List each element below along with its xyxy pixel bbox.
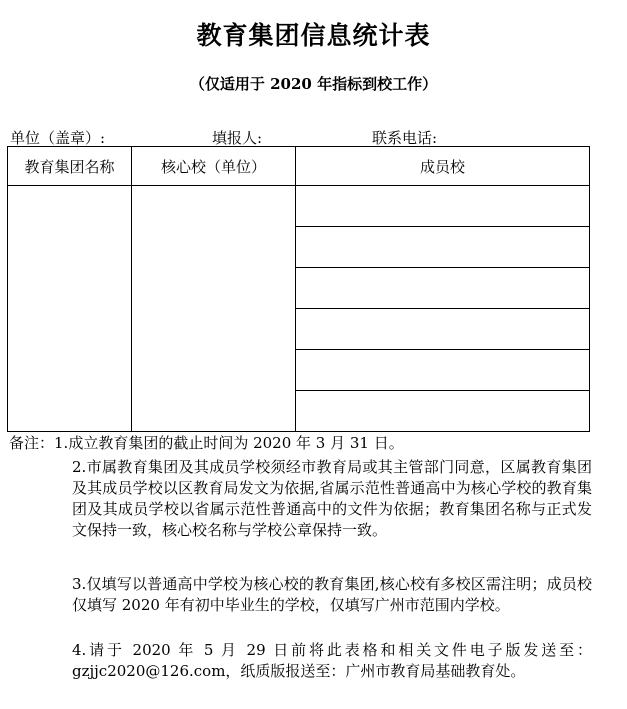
- note-item-4: 4.请于 2020 年 5 月 29 日前将此表格和相关文件电子版发送至：gzjjc2020@126.com，纸质版报送至：广州市教育局基础教育处。: [72, 641, 592, 680]
- note-first-line: [9, 432, 404, 453]
- notes-label: 备注：: [9, 434, 55, 452]
- table-row: [8, 186, 590, 227]
- note-item-1: 1.成立教育集团的截止时间为 2020 年 3 月 31 日。: [54, 434, 404, 452]
- member-school-cell[interactable]: [296, 391, 590, 432]
- member-school-cell[interactable]: [296, 227, 590, 268]
- header-group-name: 教育集团名称: [8, 147, 132, 186]
- unit-seal-label: 单位（盖章）:: [10, 129, 106, 147]
- header-core-school: 核心校（单位）: [132, 147, 296, 186]
- stats-table: [7, 146, 590, 432]
- member-school-cell[interactable]: [296, 186, 590, 227]
- page-subtitle: （仅适用于 2020 年指标到校工作）: [189, 75, 438, 93]
- group-name-cell[interactable]: [8, 186, 132, 432]
- table-header-row: [8, 147, 590, 186]
- filler-label: 填报人:: [212, 129, 263, 147]
- header-member-school: 成员校: [296, 147, 590, 186]
- phone-label: 联系电话:: [372, 129, 438, 147]
- member-school-cell[interactable]: [296, 350, 590, 391]
- core-school-cell[interactable]: [132, 186, 296, 432]
- member-school-cell[interactable]: [296, 309, 590, 350]
- note-item-2: 2.市属教育集团及其成员学校须经市教育局或其主管部门同意，区属教育集团及其成员学校以区教育局发文为依据,省属示范性普通高中为核心学校的教育集团及其成员学校以省属示范性普通高中的文件为依据；教育集团名称与正式发文保持一致，核心校名称与学校公章保持一致。: [72, 458, 592, 539]
- note-item-3: 3.仅填写以普通高中学校为核心校的教育集团,核心校有多校区需注明；成员校仅填写 2020 年有初中毕业生的学校，仅填写广州市范围内学校。: [72, 575, 592, 614]
- member-school-cell[interactable]: [296, 268, 590, 309]
- page-title: 教育集团信息统计表: [196, 21, 431, 50]
